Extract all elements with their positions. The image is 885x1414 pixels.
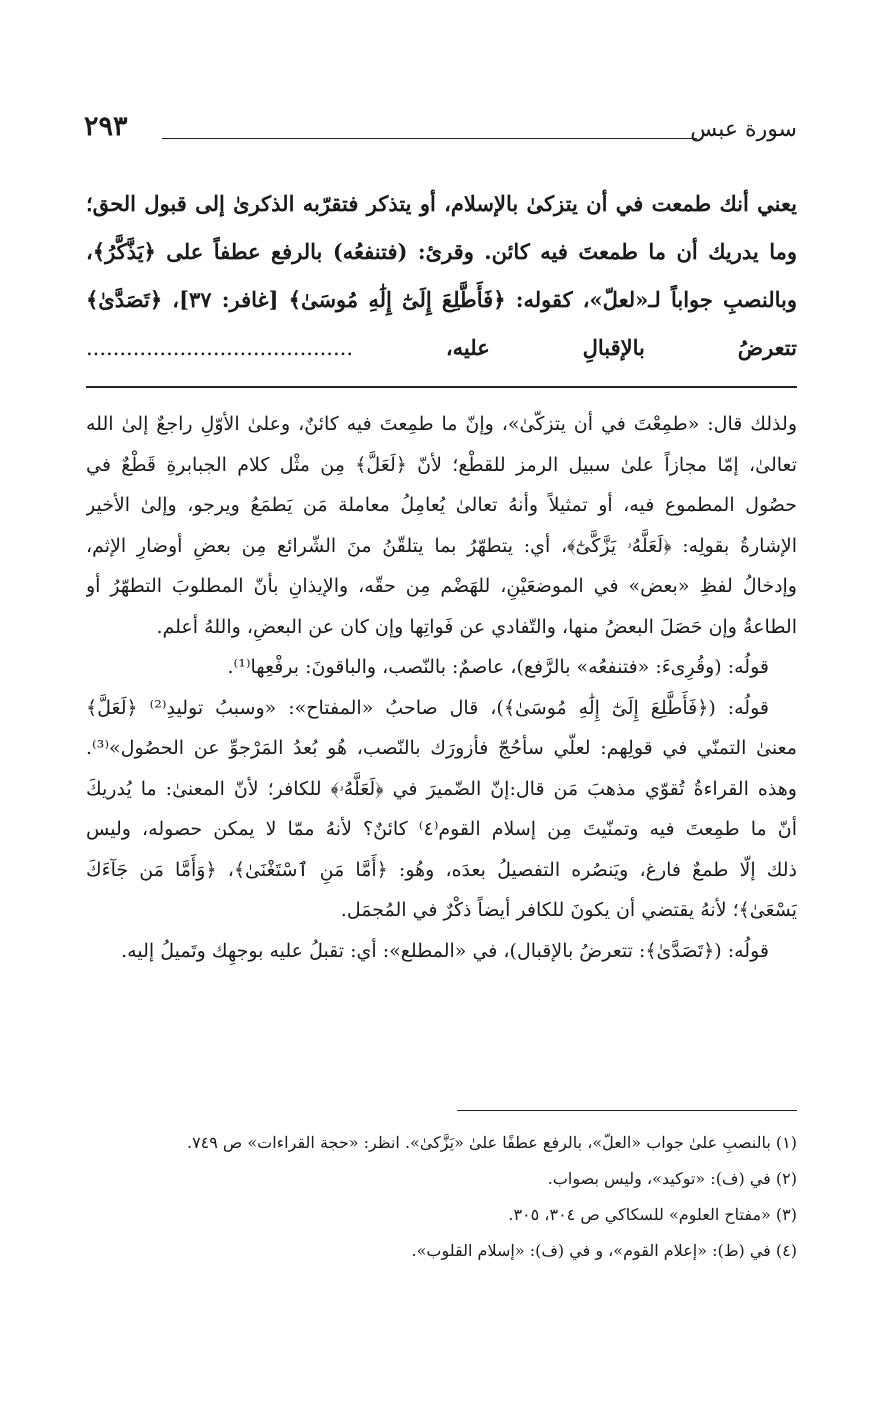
commentary-line: وهذه القراءةُ تُقوّي مذهبَ مَن قال:إنّ الضّميرَ في ﴿لَعَلَّهُۥ﴾ للكافر؛ لأنّ المعنىٰ: ما يُدريكَ bbox=[86, 777, 797, 800]
commentary-line: قولُه: (﴿تَصَدَّىٰ﴾: تتعرضُ بالإقبال)، في «المطلع»: أي: تقبلُ عليه بوجهِك وتَميلُ إليه. bbox=[121, 939, 769, 962]
commentary-line: وإدخالُ لفظِ «بعض» في الموضعَيْنِ، للهَضْم مِن حقّه، والإيذانِ بأنّ المطلوبَ التطهّرُ أو bbox=[86, 575, 797, 597]
main-text-last-phrase: تتعرضُ بالإقبالِ عليه، bbox=[445, 335, 797, 360]
footnote: (١) بالنصبِ علىٰ جواب «العلّ»، بالرفع عطفًا علىٰ «يَزَّكىٰ». انظر: «حجة القراءات» ص ٧٤٩. bbox=[186, 1133, 797, 1152]
header-rule bbox=[162, 138, 697, 139]
commentary-line: ولذلك قال: «طمِعْتَ في أن يتزكّىٰ»، وإنّ ما طمِعتَ فيه كائنٌ، وعلىٰ الأوّلِ راجعٌ إلىٰ الله bbox=[86, 413, 797, 435]
commentary-line: يَسْعَىٰ﴾؛ لأنهُ يقتضي أن يكونَ للكافر أيضاً ذكْرٌ في المُجمَل. bbox=[340, 899, 797, 921]
footnotes bbox=[86, 1125, 797, 1269]
section-separator bbox=[86, 386, 797, 388]
footnote-rule bbox=[457, 1110, 797, 1111]
chapter-title: سورة عبس bbox=[690, 117, 797, 142]
commentary-line: حصُول المطموع فيه، أو تمثيلاً وأنهُ تعالىٰ يُعامِلُ معاملة مَن يَطمَعُ ويرجو، وإلىٰ الأخير bbox=[86, 494, 797, 516]
main-text-line: وبالنصبِ جواباً لـ«لعلّ»، كقوله: ﴿فَأَطَّلِعَ إِلَىٰٓ إِلَٰهِ مُوسَىٰ﴾ [غافر: ٣٧]، ﴿تَصَدَّىٰ﴾ bbox=[86, 287, 797, 312]
footnote: (٤) في (ط): «إعلام القوم»، و في (ف): «إسلام القلوب». bbox=[411, 1241, 797, 1260]
continuation-dots: ........................................ bbox=[86, 336, 354, 360]
commentary-line: تعالىٰ، إمّا مجازاً علىٰ سبيل الرمز للقطْع؛ لأنّ ﴿لَعَلَّ﴾ مِن مثْل كلام الجبابرةِ قَطْعٌ في bbox=[86, 453, 797, 476]
page-header bbox=[84, 112, 797, 156]
footnote: (٢) في (ف): «توكيد»، وليس بصواب. bbox=[547, 1169, 797, 1188]
commentary-line: الإشارةُ بقولِه: ﴿لَعَلَّهُۥ يَزَّكَّىٰٓ﴾، أي: يتطهّرُ بما يتلقّنُ منَ الشّرائع مِن بعضِ أوضارِ الإثم، bbox=[86, 534, 797, 557]
main-text bbox=[86, 180, 797, 372]
commentary-line: قولُه: (وقُرِىءَ: «فتنفعُه» بالرَّفع)، عاصمٌ: بالنّصب، والباقونَ: برفْعِها⁽¹⁾. bbox=[227, 656, 769, 678]
commentary-line: ذلك إلّا طمعٌ فارغ، ويَنصُره التفصيلُ بعدَه، وهُو: ﴿أَمَّا مَنِ ٱسْتَغْنَىٰ﴾، ﴿وَأَمَّا مَن جَآءَكَ bbox=[86, 858, 797, 881]
footnote: (٣) «مفتاح العلوم» للسكاكي ص ٣٠٤، ٣٠٥. bbox=[508, 1205, 797, 1224]
main-text-line: وما يدريك أن ما طمعتَ فيه كائن. وقرئ: (فتنفعُه) بالرفع عطفاً على ﴿يَذَّكَّرُ﴾، bbox=[86, 239, 797, 264]
commentary-line: الطاعةُ وإن حَصَلَ البعضُ منها، والتّفادي عن فَواتِها وإن كان عن البعضِ، واللهُ أعلم. bbox=[156, 615, 797, 638]
page-number: ٢٩٣ bbox=[84, 111, 128, 142]
commentary-line: معنىٰ التمنّي في قولِهم: لعلّي سأحُجّ فأزورَك بالنّصب، هُو بُعدُ المَرْجوِّ عن الحصُول»⁽³⁾. bbox=[86, 737, 797, 759]
commentary-line: قولُه: (﴿فَأَطَّلِعَ إِلَىٰٓ إِلَٰهِ مُوسَىٰ﴾)، قال صاحبُ «المفتاح»: «وسببُ توليدِ⁽²⁾ ﴿لَعَلَّ﴾ bbox=[86, 696, 769, 719]
main-text-last-line bbox=[86, 324, 797, 372]
main-text-line: يعني أنك طمعت في أن يتزكىٰ بالإسلام، أو يتذكر فتقرّبه الذكرىٰ إلى قبول الحق؛ bbox=[86, 191, 797, 216]
commentary-text bbox=[86, 404, 797, 971]
commentary-line: أنّ ما طمِعتَ فيه وتمنّيتَ مِن إسلام القوم⁽٤⁾ كائنٌ؟ لأنهُ ممّا لا يمكن حصوله، وليس bbox=[86, 818, 797, 840]
